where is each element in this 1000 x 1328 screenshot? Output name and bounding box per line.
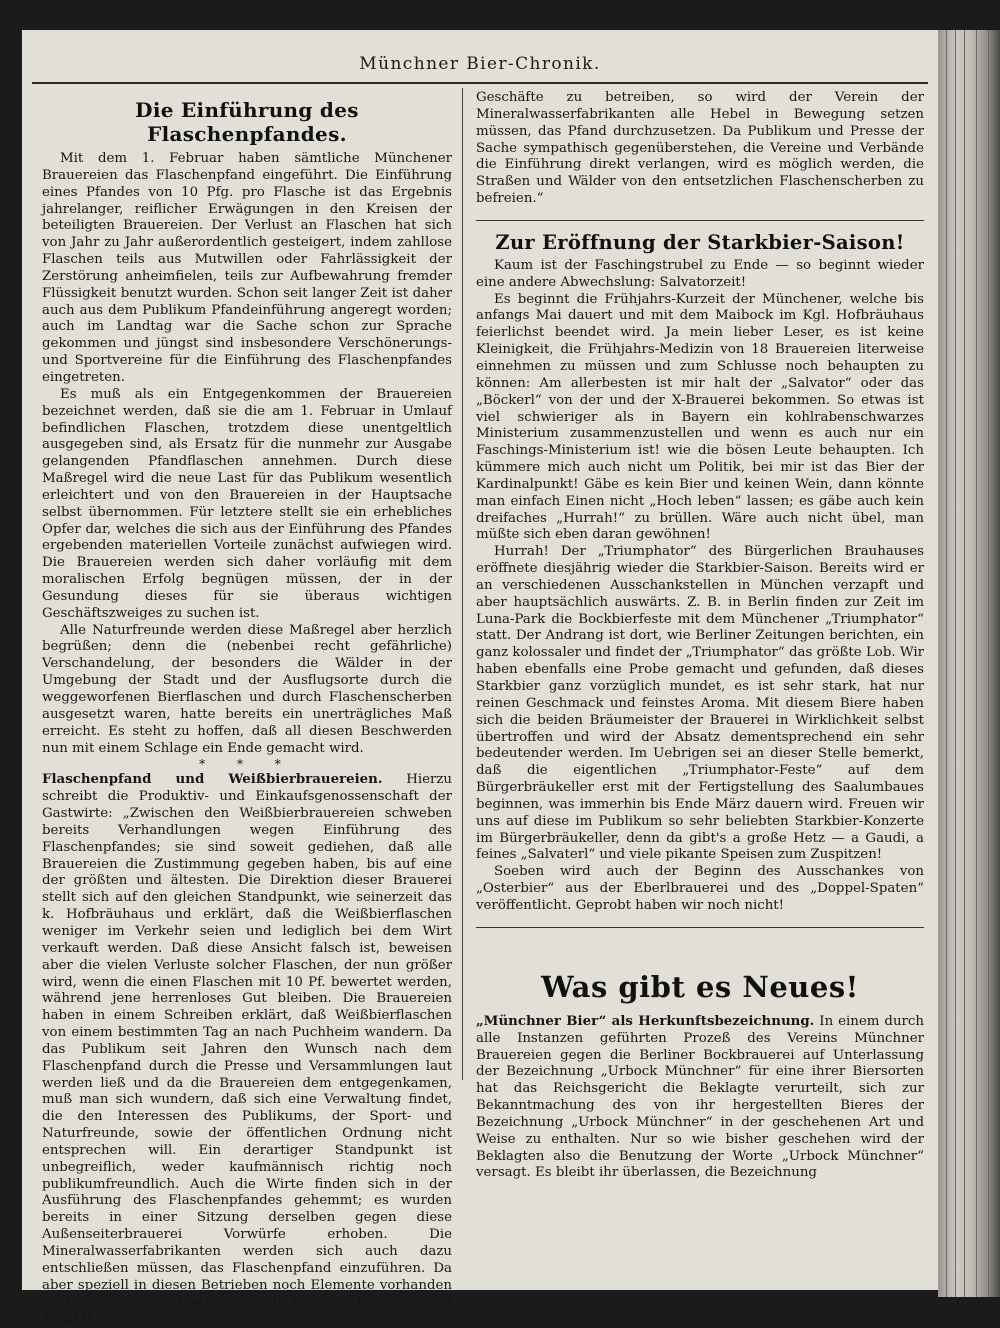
blank-space — [476, 938, 924, 970]
paragraph: Es muß als ein Entgegenkommen der Brauereien bezeichnet werden, daß sie die am 1. Februar in Umlauf befindlichen Flaschen, trotzdem diese unentgeltlich ausgegeben sind, als Ersatz für die nunmehr zur Ausgabe gelangenden Pfandflaschen annehmen. Durch diese Maßregel wird die neue Last für das Publikum wesentlich erleichtert und von den Brauereien in der Hauptsache selbst übernommen. Für letztere stellt sie ein erhebliches Opfer dar, welches die sich aus der Einführung des Pfandes ergebenden materiellen Vorteile zunächst aufwiegen wird. Die Brauereien werden sich daher vorläufig mit dem moralischen Erfolg begnügen müssen, der in der Gesundung dieses für sie überaus wichtigen Geschäftszweiges zu suchen ist. — [42, 386, 452, 621]
paragraph: Alle Naturfreunde werden diese Maßregel aber herzlich begrüßen; denn die (nebenbei recht gefährliche) Verschandelung, der besonders die Wälder in der Umgebung der Stadt und der Ausflugsorte durch die weggeworfenen Bierflaschen und durch Flaschenscherben ausgesetzt waren, hatte bereits ein unerträgliches Maß erreicht. Es steht zu hoffen, daß all diesen Beschwerden nun mit einem Schlage ein Ende gemacht wird. — [42, 622, 452, 756]
paragraph: Mit dem 1. Februar haben sämtliche Münchener Brauereien das Flaschenpfand eingeführt. Die Einführung eines Pfandes von 10 Pfg. pro Flasche ist das Ergebnis jahrelanger, reiflicher Erwägungen in den Kreisen der beteiligten Brauereien. Der Verlust an Flaschen hat sich von Jahr zu Jahr außerordentlich gesteigert, indem zahllose Flaschen teils aus Mutwillen oder Fahrlässigkeit der Zerstörung anheimfielen, teils zur Aufbewahrung fremder Flüssigkeit benutzt wurden. Schon seit langer Zeit ist daher auch aus dem Publikum Pfandeinführung angeregt worden; auch im Landtag war die Sache schon zur Sprache gekommen und jüngst sind insbesondere Verschönerungs- und Sportvereine für die Einführung des Flaschenpfandes eingetreten. — [42, 151, 452, 385]
article-divider — [476, 927, 924, 928]
newspaper-page — [22, 30, 938, 1327]
book-binding-edge — [938, 30, 1000, 1297]
paragraph: Geschäfte zu betreiben, so wird der Verein der Mineralwasserfabrikanten alle Hebel in Bewegung setzen müssen, das Pfand durchzusetzen. Da Publikum und Presse der Sache sympathisch gegenüberstehen, die Vereine und Verbände die Einführung direkt verlangen, wird es möglich werden, die Straßen und Wälder von den entsetzlichen Flaschenscherben zu befreien.“ — [476, 90, 924, 207]
section-separator-stars: * * * — [199, 757, 295, 772]
paragraph: Kaum ist der Faschingstrubel zu Ende — so beginnt wieder eine andere Abwechslung: Salvatorzeit! — [476, 257, 924, 290]
section-heading-neues: Was gibt es Neues! — [541, 969, 859, 1004]
paragraph-weissbier — [42, 771, 452, 1328]
paragraph-body: Hierzu schreibt die Produktiv- und Einkaufsgenossenschaft der Gastwirte: „Zwischen den Weißbierbrauereien schweben bereits Verhandlungen wegen Einführung des Flaschenpfandes; sie sind soweit gediehen, daß alle Brauereien die Zustimmung gegeben haben, bis auf eine der größten und ältesten. Die Direktion dieser Brauerei stellt sich auf den gleichen Standpunkt, wie seinerzeit das k. Hofbräuhaus und erklärt, daß die Weißbierflaschen weniger im Verkehr seien und lediglich bei dem Wirt verkauft werden. Daß diese Ansicht falsch ist, beweisen aber die vielen Verluste solcher Flaschen, der nun größer wird, wenn die einen Flaschen mit 10 Pf. bewertet werden, während jene herrenloses Gut bleiben. Die Brauereien haben in einem Schreiben erklärt, daß Weißbierflaschen von einem bestimmten Tag an nach Puchheim wandern. Da das Publikum seit Jahren den Wunsch nach dem Flaschenpfand durch die Presse und Versammlungen laut werden ließ und da die Brauereien dem entgegenkamen, muß man sich wundern, daß sich eine Verwaltung findet, die den Interessen des Publikums, der Sport- und Naturfreunde, sowie der öffentlichen Ordnung nicht entsprechen will. Ein derartiger Standpunkt ist unbegreiflich, weder kaufmännisch richtig noch publikumfreundlich. Auch die Wirte finden sich in der Ausführung des Flaschenpfandes gehemmt; es wurden bereits in einer Sitzung derselben gegen diese Außenseiterbrauerei Vorwürfe erhoben. Die Mineralwasserfabrikanten werden sich auch dazu entschließen müssen, das Flaschenpfand einzuführen. Da aber speziell in diesen Betrieben noch Elemente vorhanden sind, die sich nicht scheuen, mit fremden Flaschen und Tragl ihre — [42, 772, 452, 1327]
left-column — [42, 90, 452, 1328]
header-rule — [32, 82, 928, 84]
paragraph-body: In einem durch alle Instanzen geführten Prozeß des Vereins Münchner Brauereien gegen die Berliner Bockbrauerei auf Unterlassung der Bezeichnung „Urbock Münchner“ für eine ihrer Biersorten hat das Reichsgericht die Beklagte verurteilt, sich zur Bekanntmachung des von ihr hergestellten Bieres der Bezeichnung „Urbock Münchner“ in der geschehenen Art und Weise zu enthalten. Nur so wie bisher geschehen wird der Beklagten also die Benutzung der Worte „Urbock Münchner“ versagt. Es bleibt ihr überlassen, die Bezeichnung — [476, 1013, 924, 1181]
column-divider — [462, 88, 463, 1080]
paragraph: Hurrah! Der „Triumphator“ des Bürgerlichen Brauhauses eröffnete diesjährig wieder die Starkbier-Saison. Bereits wird er an verschiedenen Ausschankstellen in München verzapft und aber hauptsächlich auswärts. Z. B. in Berlin finden zur Zeit im Luna-Park die Bockbierfeste mit dem Münchener „Triumphator“ statt. Der Andrang ist dort, wie Berliner Zeitungen berichten, ein ganz kolossaler und findet der „Triumphator“ das größte Lob. Wir haben ebenfalls eine Probe gemacht und gefunden, daß dieses Starkbier ganz vorzüglich mundet, es ist sehr stark, hat nur reinen Geschmack und feinstes Aroma. Mit diesem Biere haben sich die beiden Bräumeister der Brauerei in Wirklichkeit selbst übertroffen und wird der Absatz dementsprechend ein sehr bedeutender werden. Im Uebrigen sei an dieser Stelle bemerkt, daß die eigentlichen „Triumphator-Feste“ auf dem Bürgerbräukeller erst mit der Fertigstellung des Saalumbaues beginnen, was immerhin bis Ende März dauern wird. Freuen wir uns auf diese im Publikum so sehr beliebten Starkbier-Konzerte im Bürgerbräukeller, denn da gibt's a große Hetz — a Gaudi, a feines „Salvaterl“ und viele pikante Speisen zum Zuspitzen! — [476, 544, 924, 863]
running-header: Münchner Bier-Chronik. — [359, 54, 601, 74]
article-heading-starkbier: Zur Eröffnung der Starkbier-Saison! — [495, 230, 905, 254]
paragraph-lead: Flaschenpfand und Weißbierbrauereien. — [42, 771, 383, 788]
article-heading-flaschenpfand: Die Einführung des Flaschenpfandes. — [135, 98, 359, 146]
article-divider — [476, 220, 924, 221]
right-column — [476, 90, 924, 1182]
paragraph: Soeben wird auch der Beginn des Ausschankes von „Osterbier“ aus der Eberlbrauerei und des „Doppel-Spaten“ veröffentlicht. Geprobt haben wir noch nicht! — [476, 864, 924, 913]
paragraph-lead: „Münchner Bier“ als Herkunftsbezeichnung. — [476, 1012, 815, 1029]
paragraph: Es beginnt die Frühjahrs-Kurzeit der Münchener, welche bis anfangs Mai dauert und mit dem Maibock im Kgl. Hofbräuhaus feierlichst beendet wird. Ja mein lieber Leser, es ist keine Kleinigkeit, die Frühjahrs-Medizin von 18 Brauereien literweise einnehmen zu müssen und zum Schlusse noch behaupten zu können: Am allerbesten ist mir halt der „Salvator“ oder das „Böckerl“ von der und der X-Brauerei bekommen. So etwas ist viel schwieriger als in Bayern ein kohlrabenschwarzes Ministerium zusammenzustellen und wenn es auch nur ein Faschings-Ministerium ist! wie die bösen Leute behaupten. Ich kümmere mich auch nicht um Politik, bei mir ist das Bier der Kardinalpunkt! Gäbe es kein Bier und keinen Wein, dann könnte man einfach Einen nicht „Hoch leben“ lassen; es gäbe auch kein dreifaches „Hurrah!“ zu brüllen. Wäre auch nicht übel, man müßte sich eben daran gewöhnen! — [476, 291, 924, 543]
paragraph-herkunft — [476, 1013, 924, 1182]
